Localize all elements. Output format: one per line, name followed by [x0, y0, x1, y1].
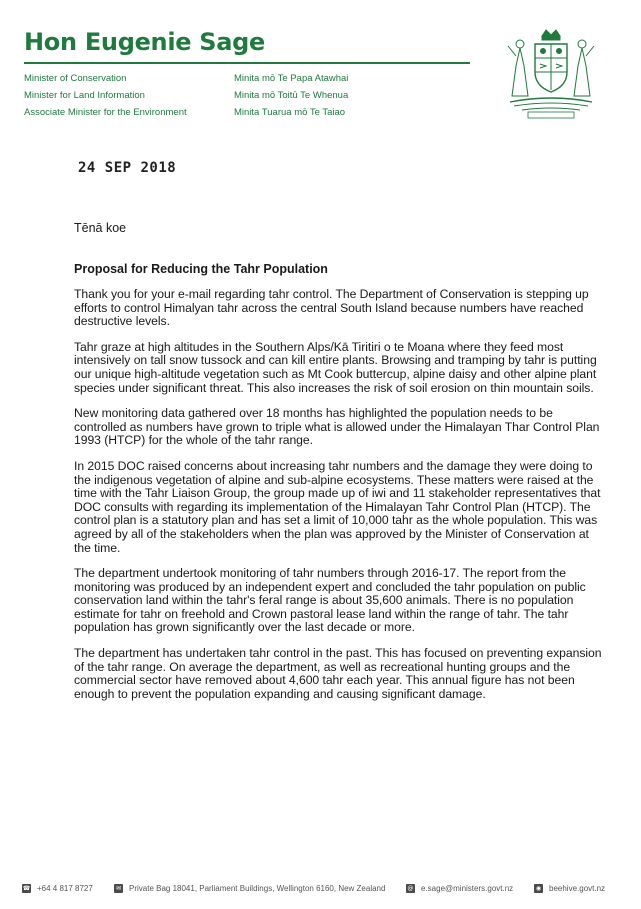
footer-email-text: e.sage@ministers.govt.nz [421, 884, 514, 893]
paragraph-3: New monitoring data gathered over 18 months has highlighted the population needs to be controlled as numbers have grown to triple what is allowed under the Himalayan Thar Control Plan 1993 (HTCP) for the whole of the tahr range. [74, 406, 600, 448]
title-en-2: Minister for Land Information [24, 90, 145, 101]
title-mi-3: Minita Tuarua mō Te Taiao [234, 107, 346, 118]
paragraph-4: In 2015 DOC raised concerns about increasing tahr numbers and the damage they were doing to the indigenous vegetation of alpine and sub-alpine ecosystems. These matters were raised at the time with the Tahr Liaison Group, the group made up of iwi and 11 stakeholder representatives that DOC consults with regarding its implementation of the Himalayan Tahr Control Plan (HTCP). The control plan is a statutory plan and has set a limit of 10,000 tahr as the whole population. This was agreed by all of the stakeholders when the plan was approved by the Minister of Conservation at the time. [74, 458, 601, 555]
date-stamp: 24 SEP 2018 [78, 160, 177, 176]
phone-icon: ☎ [22, 885, 31, 892]
footer-website [534, 884, 605, 893]
title-en-1: Minister of Conservation [24, 73, 127, 84]
coat-of-arms-icon [502, 26, 600, 122]
greeting: Tēnā koe [74, 221, 127, 235]
paragraph-5: The department undertook monitoring of tahr numbers through 2016-17. The report from the monitoring was produced by an independent expert and concluded the tahr population on public conservation land within the tahr's feral range is about 35,600 animals. There is no population estimate for tahr on freehold and Crown pastoral lease land within the range of tahr. The tahr population has grown significantly over the last decade or more. [74, 566, 586, 635]
titles-english [24, 70, 187, 121]
mail-envelope-icon: ✉ [115, 885, 122, 892]
letter-body [74, 288, 604, 713]
paragraph-6: The department has undertaken tahr control in the past. This has focused on preventing expansion of the tahr range. On average the department, as well as recreational hunting groups and the commercial sector have removed about 4,600 tahr each year. This annual figure has not been enough to prevent the population expanding and causing significant damage. [74, 646, 602, 701]
title-mi-1: Minita mō Te Papa Atawhai [234, 73, 349, 84]
subject-heading: Proposal for Reducing the Tahr Population [74, 262, 328, 276]
title-mi-2: Minita mō Toitū Te Whenua [234, 90, 349, 101]
footer-website-text: beehive.govt.nz [549, 884, 606, 893]
footer-address-text: Private Bag 18041, Parliament Buildings, Wellington 6160, New Zealand [129, 884, 386, 893]
letter-footer [22, 884, 622, 898]
website-icon: ◉ [535, 885, 542, 892]
titles-maori [234, 70, 348, 121]
email-icon: @ [407, 885, 414, 892]
header-rule [24, 62, 470, 64]
title-en-3: Associate Minister for the Environment [24, 107, 187, 118]
footer-address [114, 884, 385, 893]
minister-name: Hon Eugenie Sage [24, 28, 266, 56]
footer-phone-text: +64 4 817 8727 [37, 884, 93, 893]
paragraph-1: Thank you for your e-mail regarding tahr control. The Department of Conservation is stepping up efforts to control Himalyan tahr across the central South Island because numbers have reached destructive levels. [74, 287, 589, 329]
paragraph-2: Tahr graze at high altitudes in the Southern Alps/Kā Tiritiri o te Moana where they feed most intensively on tall snow tussock and can kill entire plants. Browsing and tramping by tahr is putting our unique high-altitude vegetation such as Mt Cook buttercup, alpine daisy and other alpine plant species under significant threat. This also increases the risk of soil erosion on thin mountain soils. [74, 339, 597, 395]
footer-email [406, 884, 513, 893]
footer-phone [22, 884, 93, 893]
